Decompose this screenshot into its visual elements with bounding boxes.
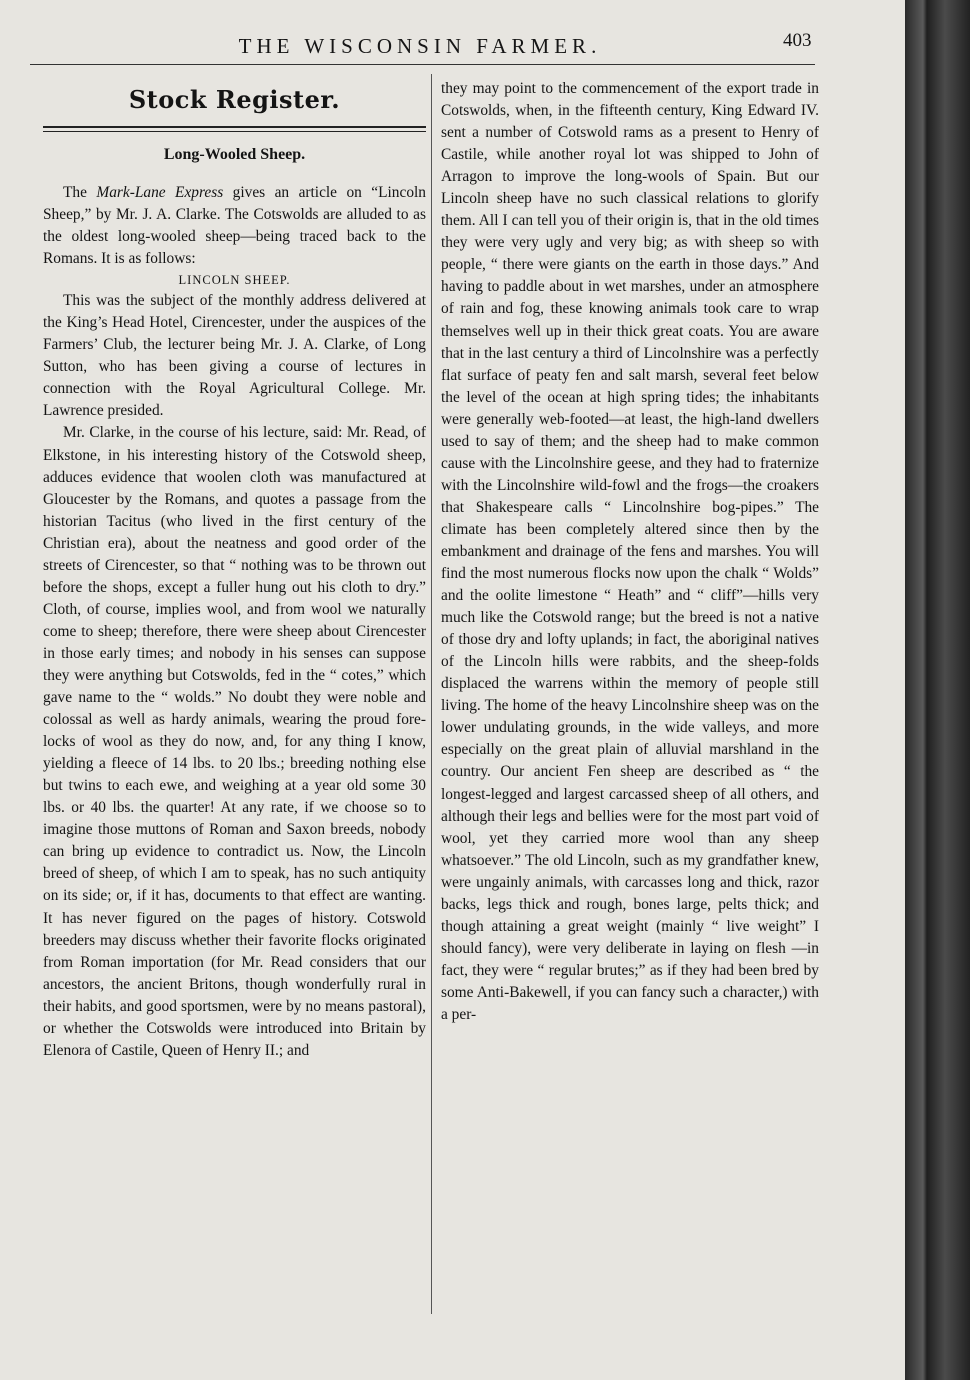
- article-subheading: LINCOLN SHEEP.: [178, 273, 291, 288]
- paragraph: This was the subject of the monthly address delivered at the King’s Head Hotel, Cirencester, under the auspices of the Farmers’ Club, the lecturer being Mr. J. A. Clarke, of Long Sutton, who has been giving a course of lectures in connection with the Royal Agricultural College. Mr. Lawrence presided.: [43, 292, 426, 420]
- intro-text-start: The: [63, 184, 97, 201]
- intro-text-end: gives an article on “Lincoln Sheep,” by Mr. J. A. Clarke. The Cotswolds are alluded to as the oldest long-wooled sheep—being traced back to the Romans. It is as follows:: [43, 184, 426, 268]
- running-head: THE WISCONSIN FARMER.: [238, 34, 602, 58]
- right-column: [441, 78, 819, 1026]
- page-number: 403: [783, 30, 812, 51]
- section-rule: [43, 126, 426, 132]
- intro-paragraph: [43, 182, 426, 270]
- publication-name: Mark-Lane Express: [96, 184, 224, 201]
- section-title: Stock Register.: [128, 85, 341, 114]
- header-rule: [30, 64, 815, 65]
- article-title: Long-Wooled Sheep.: [163, 146, 306, 163]
- column-divider: [431, 74, 432, 1314]
- book-page-edge: [905, 0, 970, 1380]
- left-column: [43, 78, 426, 1062]
- paragraph: Mr. Clarke, in the course of his lecture, said: Mr. Read, of Elkstone, in his interesting history of the Cotswold sheep, adduces evidence that woolen cloth was manufactured at Gloucester by the Romans, and quotes a passage from the historian Tacitus (who lived in the first century of the Christian era), about the neatness and good order of the streets of Cirencester, so that “ nothing was to be thrown out before the shops, except a fuller hung out his cloth to dry.” Cloth, of course, implies wool, and from wool we naturally come to sheep; therefore, there were sheep about Cirencester in those early times; and nobody in his senses can suppose they were anything but Cotswolds, fed in the “ cotes,” which gave name to the “ wolds.” No doubt they were noble and colossal as well as hardy animals, wearing the proud fore-locks of wool as they do now, and, for any thing I know, yielding a fleece of 14 lbs. to 20 lbs.; breeding nothing else but twins to each ewe, and weighing at a year old some 30 lbs. or 40 lbs. the quarter! At any rate, if we choose so to imagine those muttons of Roman and Saxon breeds, nobody can bring up evidence to contradict us. Now, the Lincoln breed of sheep, of which I am to speak, has no such antiquity on its side; or, if it has, documents to that effect are wanting. It has never figured on the pages of history. Cotswold breeders may discuss whether their favorite flocks originated from Roman importation (for Mr. Read considers that our ancestors, the ancient Britons, though wonderfully rural in their habits, and good sportsmen, were by no means pastoral), or whether the Cotswolds were introduced into Britain by Elenora of Castile, Queen of Henry II.; and: [43, 424, 426, 1059]
- paragraph-continued: they may point to the commencement of the export trade in Cotswolds, when, in the fifteenth century, King Edward IV. sent a number of Cotswold rams as a present to Henry of Castile, while another royal lot was shipped to John of Arragon to improve the long-wools of Spain. But our Lincoln sheep have no such classical relations to glorify them. All I can tell you of their origin is, that in the old times they were very ugly and very big; as with sheep so with people, “ there were giants on the earth in those days.” And having to paddle about in wet marshes, under an atmosphere of rain and fog, these knowing animals took care to wrap themselves well up in their thick great coats. You are aware that in the last century a third of Lincolnshire was a perfectly flat surface of peaty fen and salt marsh, several feet below the level of the ocean at high spring tides; the inhabitants were generally web-footed—at least, the high-land dwellers used to say of them; and the sheep had to make common cause with the Lincolnshire geese, and they had to fraternize with the Lincolnshire wild-fowl and the frogs—the croakers that Shakespeare calls “ Lincolnshire bog-pipes.” The climate has been completely altered since then by the embankment and drainage of the fens and marshes. You will find the most numerous flocks now upon the chalk “ Wolds” and the oolite limestone “ Heath” and “ cliff”—hills very much like the Cotswold range; but the breed is not a native of those dry and lofty uplands; in fact, the aboriginal natives of the Lincoln hills were rabbits, and the sheep-folds displaced the warrens within the memory of people still living. The home of the heavy Lincolnshire sheep was on the lower undulating grounds, in the wide valleys, and more especially on the great plain of alluvial marshland in the country. Our ancient Fen sheep are described as “ the longest-legged and largest carcassed sheep of all others, and although their legs and bellies were for the most part void of wool, yet they carried more wool than any sheep whatsoever.” The old Lincoln, such as my grandfather knew, were ungainly animals, with carcasses long and thick, razor backs, legs thick and rough, bones large, pelts thick; and though attaining a great weight (mainly “ live weight” I should fancy), were very deliberate in laying on flesh —in fact, they were “ regular brutes;” as if they had been bred by some Anti-Bakewell, if you can fancy such a character,) with a per-: [441, 80, 819, 1023]
